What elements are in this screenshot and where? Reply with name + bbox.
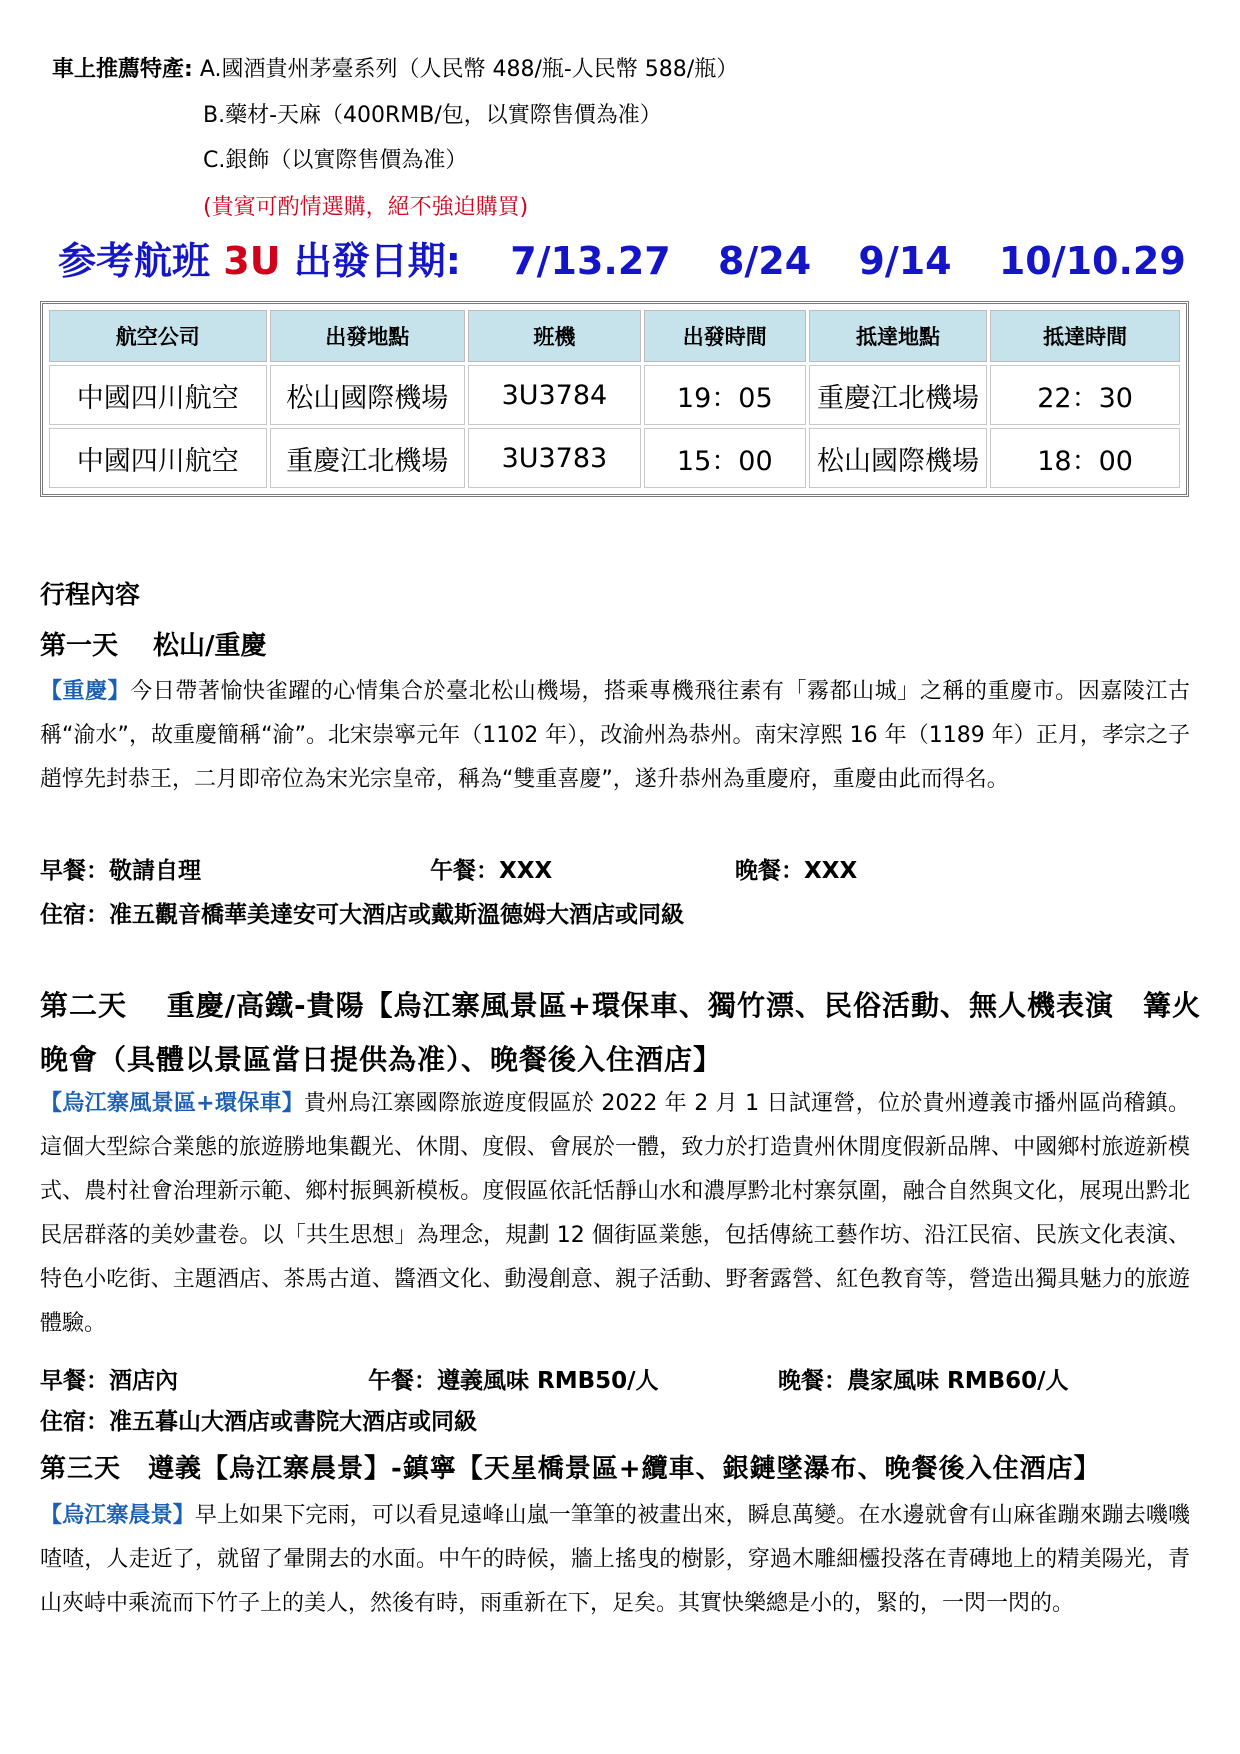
day3-text: 早上如果下完雨，可以看見遠峰山嵐一筆筆的被畫出來，瞬息萬變。在水邊就會有山麻雀蹦來蹦去嘰嘰喳喳，人走近了，就留了暈開去的水面。中午的時候，牆上搖曳的樹影，穿過木雕細欞投落在青磚地上的精美陽光，青山夾峙中乘流而下竹子上的美人，然後有時，雨重新在下，足矣。其實快樂總是小的，緊的，一閃一閃的。 xyxy=(40,1503,1190,1616)
table-row xyxy=(49,428,1180,488)
product-item-a: A.國酒貴州茅臺系列（人民幣 488/瓶-人民幣 588/瓶） xyxy=(199,57,739,82)
day2-lodging: 住宿：准五暮山大酒店或書院大酒店或同級 xyxy=(40,1409,477,1435)
flight-date: 8/24 xyxy=(717,239,812,283)
day1-text: 今日帶著愉快雀躍的心情集合於臺北松山機場，搭乘專機飛往素有「霧都山城」之稱的重慶市。因嘉陵江古稱“渝水”，故重慶簡稱“渝”。北宋崇寧元年（1102 年），改渝州為恭州。南宋淳熙 16 年（1189 年）正月，孝宗之子趙惇先封恭王，二月即帝位為宋光宗皇帝，稱為“雙重喜慶”，遂升恭州為重慶府，重慶由此而得名。 xyxy=(40,679,1190,792)
day2-breakfast: 早餐：酒店內 xyxy=(40,1368,178,1394)
day1-tag: 【重慶】 xyxy=(40,679,131,704)
day2-title-line1: 第二天 重慶/高鐵-貴陽【烏江寨風景區+環保車、獨竹漂、民俗活動、無人機表演 篝火 xyxy=(40,989,1202,1022)
day2-dinner: 晚餐：農家風味 RMB60/人 xyxy=(778,1368,1069,1394)
flight-dates xyxy=(510,239,1220,283)
itinerary-title: 行程內容 xyxy=(40,580,141,609)
table-header-cell: 班機 xyxy=(468,310,641,362)
flight-date: 9/14 xyxy=(858,239,952,283)
table-header-cell: 出發地點 xyxy=(270,310,465,362)
day2-description xyxy=(40,1082,1190,1346)
table-header-cell: 出發時間 xyxy=(644,310,806,362)
table-header-cell: 抵達時間 xyxy=(990,310,1180,362)
table-cell: 松山國際機場 xyxy=(270,365,465,425)
day1-title: 第一天 松山/重慶 xyxy=(40,631,267,661)
table-cell: 中國四川航空 xyxy=(49,365,267,425)
day1-lodging: 住宿：准五觀音橋華美達安可大酒店或戴斯溫德姆大酒店或同級 xyxy=(40,902,684,928)
table-cell: 松山國際機場 xyxy=(809,428,988,488)
day2-lunch: 午餐：遵義風味 RMB50/人 xyxy=(368,1368,659,1394)
table-cell: 3U3783 xyxy=(468,428,641,488)
day2-title-line2: 晚會（具體以景區當日提供為准）、晚餐後入住酒店】 xyxy=(40,1043,723,1076)
table-header-row xyxy=(49,310,1180,362)
product-item-b: B.藥材-天麻（400RMB/包，以實際售價為准） xyxy=(203,103,662,128)
flight-heading xyxy=(58,230,1220,285)
day2-text: 貴州烏江寨國際旅遊度假區於 2022 年 2 月 1 日試運營，位於貴州遵義市播州區尚稽鎮。這個大型綜合業態的旅遊勝地集觀光、休閒、度假、會展於一體，致力於打造貴州休閒度假新品牌、中國鄉村旅遊新模式、農村社會治理新示範、鄉村振興新模板。度假區依託恬靜山水和濃厚黔北村寨氛圍，融合自然與文化，展現出黔北民居群落的美妙畫卷。以「共生思想」為理念，規劃 12 個街區業態，包括傳統工藝作坊、沿江民宿、民族文化表演、特色小吃街、主題酒店、茶馬古道、醬酒文化、動漫創意、親子活動、野奢露營、紅色教育等，營造出獨具魅力的旅遊體驗。 xyxy=(40,1091,1190,1336)
table-cell: 18：00 xyxy=(990,428,1180,488)
table-cell: 重慶江北機場 xyxy=(270,428,465,488)
products-label: 車上推薦特產: xyxy=(52,57,193,82)
day2-tag: 【烏江寨風景區+環保車】 xyxy=(40,1091,305,1116)
day1-lunch: 午餐：XXX xyxy=(430,858,553,884)
day1-breakfast: 早餐：敬請自理 xyxy=(40,858,201,884)
flight-date: 7/13.27 xyxy=(510,239,671,283)
day1-description xyxy=(40,670,1190,802)
flights-table xyxy=(46,307,1183,491)
day3-title: 第三天 遵義【烏江寨晨景】-鎮寧【天星橋景區+纜車、銀鏈墜瀑布、晚餐後入住酒店】 xyxy=(40,1454,1101,1484)
day1-dinner: 晚餐：XXX xyxy=(735,858,858,884)
flight-heading-prefix: 参考航班 xyxy=(58,239,211,283)
table-cell: 3U3784 xyxy=(468,365,641,425)
table-cell: 15：00 xyxy=(644,428,806,488)
table-cell: 19：05 xyxy=(644,365,806,425)
table-header-cell: 航空公司 xyxy=(49,310,267,362)
flight-heading-code: 3U xyxy=(223,239,281,283)
products-note: (貴賓可酌情選購，絕不強迫購買) xyxy=(203,195,529,220)
table-cell: 重慶江北機場 xyxy=(809,365,988,425)
flights-table-frame xyxy=(40,301,1189,497)
flight-date: 10/10.29 xyxy=(998,239,1186,283)
products-line-a xyxy=(52,52,738,83)
flight-heading-label: 出發日期: xyxy=(293,239,461,283)
day3-description xyxy=(40,1494,1190,1626)
table-cell: 中國四川航空 xyxy=(49,428,267,488)
table-row xyxy=(49,365,1180,425)
product-item-c: C.銀飾（以實際售價為准） xyxy=(203,148,468,173)
day3-tag: 【烏江寨晨景】 xyxy=(40,1503,195,1528)
table-header-cell: 抵達地點 xyxy=(809,310,988,362)
table-cell: 22：30 xyxy=(990,365,1180,425)
